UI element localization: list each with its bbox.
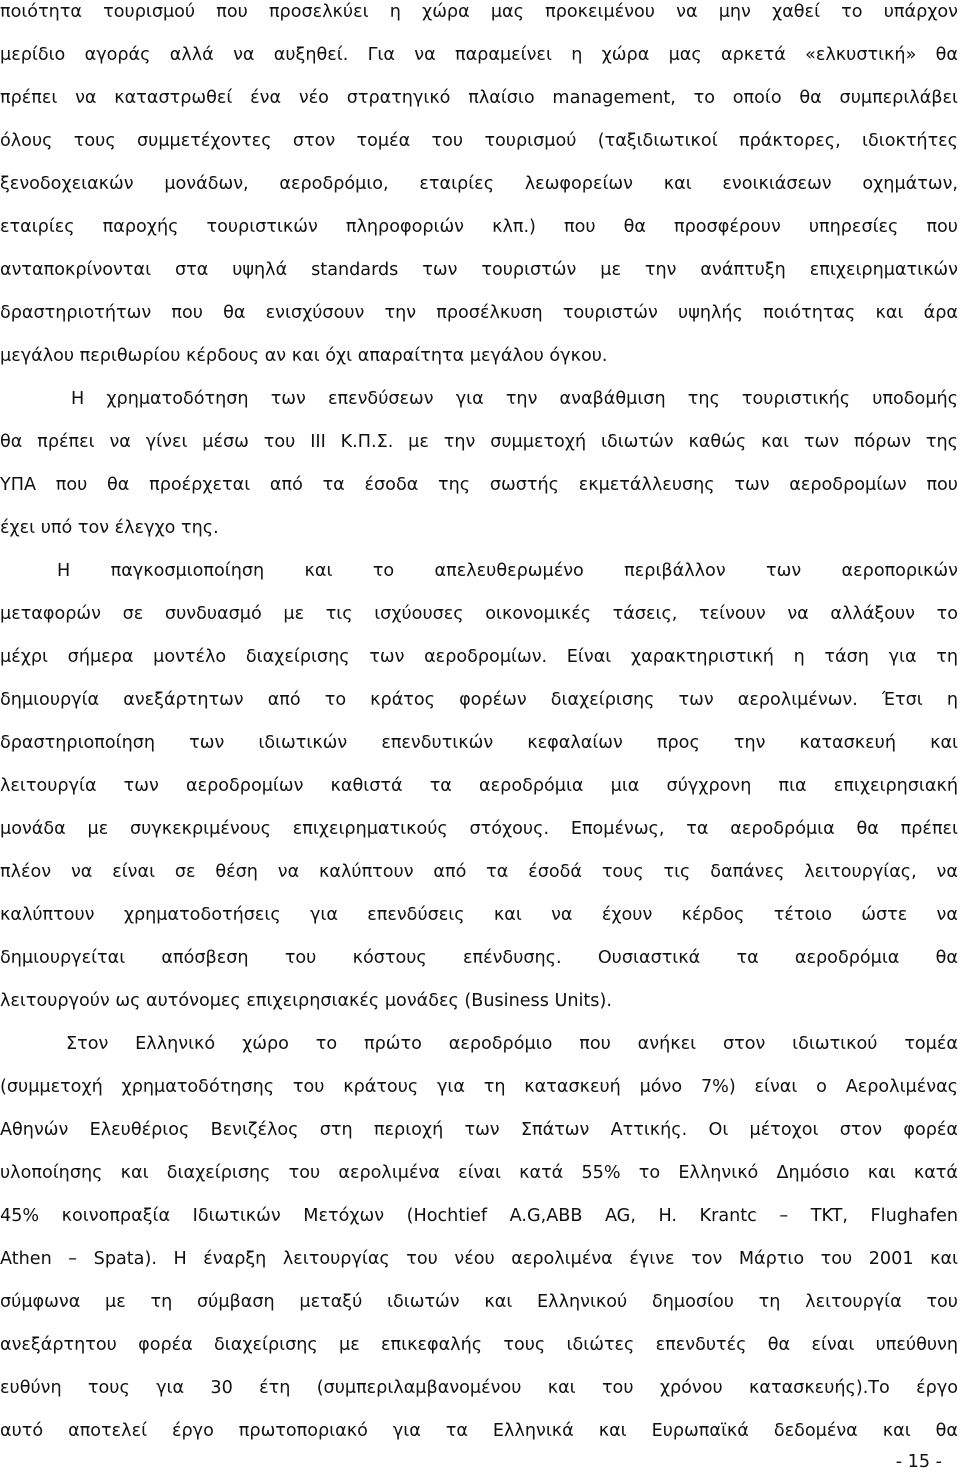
text-line: ξενοδοχειακών μονάδων, αεροδρόμιο, εταιρίες λεωφορείων και ενοικιάσεων οχημάτων, bbox=[0, 174, 958, 194]
text-line: ανταποκρίνονται στα υψηλά standards των τουριστών με την ανάπτυξη επιχειρηματικών bbox=[0, 260, 958, 280]
text-line: όλους τους συμμετέχοντες στον τομέα του τουρισμού (ταξιδιωτικοί πράκτορες, ιδιοκτήτες bbox=[0, 131, 958, 151]
text-line: υλοποίησης και διαχείρισης του αερολιμένα είναι κατά 55% το Ελληνικό Δημόσιο και κατά bbox=[0, 1163, 958, 1183]
text-line: ποιότητα τουρισμού που προσελκύει η χώρα μας προκειμένου να μην χαθεί το υπάρχον bbox=[0, 2, 958, 22]
text-line: μέχρι σήμερα μοντέλο διαχείρισης των αεροδρομίων. Είναι χαρακτηριστική η τάση για τη bbox=[0, 647, 958, 667]
page-number: - 15 - bbox=[895, 1452, 942, 1472]
text-line: ευθύνη τους για 30 έτη (συμπεριλαμβανομένου και του χρόνου κατασκευής).Το έργο bbox=[0, 1378, 958, 1398]
text-line: αυτό αποτελεί έργο πρωτοποριακό για τα Ελληνικά και Ευρωπαϊκά δεδομένα και θα bbox=[0, 1421, 958, 1441]
text-line: (συμμετοχή χρηματοδότησης του κράτους για τη κατασκευή μόνο 7%) είναι ο Αερολιμένας bbox=[0, 1077, 958, 1097]
text-line: δημιουργία ανεξάρτητων από το κράτος φορέων διαχείρισης των αερολιμένων. Έτσι η bbox=[0, 690, 958, 710]
text-line: δραστηριοποίηση των ιδιωτικών επενδυτικών κεφαλαίων προς την κατασκευή και bbox=[0, 733, 958, 753]
text-line: θα πρέπει να γίνει μέσω του ΙΙΙ Κ.Π.Σ. με την συμμετοχή ιδιωτών καθώς και των πόρων της bbox=[0, 432, 958, 452]
text-line: καλύπτουν χρηματοδοτήσεις για επενδύσεις και να έχουν κέρδος τέτοιο ώστε να bbox=[0, 905, 958, 925]
text-line: μεγάλου περιθωρίου κέρδους αν και όχι απαραίτητα μεγάλου όγκου. bbox=[0, 346, 608, 366]
text-line: ανεξάρτητου φορέα διαχείρισης με επικεφαλής τους ιδιώτες επενδυτές θα είναι υπεύθυνη bbox=[0, 1335, 958, 1355]
text-line: ΥΠΑ που θα προέρχεται από τα έσοδα της σωστής εκμετάλλευσης των αεροδρομίων που bbox=[0, 475, 958, 495]
text-line: εταιρίες παροχής τουριστικών πληροφοριών κλπ.) που θα προσφέρουν υπηρεσίες που bbox=[0, 217, 958, 237]
text-line: πλέον να είναι σε θέση να καλύπτουν από τα έσοδά τους τις δαπάνες λειτουργίας, να bbox=[0, 862, 958, 882]
text-line: Η παγκοσμιοποίηση και το απελευθερωμένο περιβάλλον των αεροπορικών bbox=[57, 561, 958, 581]
text-line: έχει υπό τον έλεγχο της. bbox=[0, 518, 219, 538]
text-line: πρέπει να καταστρωθεί ένα νέο στρατηγικό πλαίσιο management, το οποίο θα συμπεριλάβει bbox=[0, 88, 958, 108]
text-line: Στον Ελληνικό χώρο το πρώτο αεροδρόμιο που ανήκει στον ιδιωτικού τομέα bbox=[66, 1034, 958, 1054]
text-line: δραστηριοτήτων που θα ενισχύσουν την προσέλκυση τουριστών υψηλής ποιότητας και άρα bbox=[0, 303, 958, 323]
text-line: μερίδιο αγοράς αλλά να αυξηθεί. Για να παραμείνει η χώρα μας αρκετά «ελκυστική» θα bbox=[0, 45, 958, 65]
text-line: Αθηνών Ελευθέριος Βενιζέλος στη περιοχή των Σπάτων Αττικής. Οι μέτοχοι στον φορέα bbox=[0, 1120, 958, 1140]
text-line: Η χρηματοδότηση των επενδύσεων για την αναβάθμιση της τουριστικής υποδομής bbox=[71, 389, 958, 409]
text-line: μονάδα με συγκεκριμένους επιχειρηματικούς στόχους. Επομένως, τα αεροδρόμια θα πρέπει bbox=[0, 819, 958, 839]
text-line: δημιουργείται απόσβεση του κόστους επένδυσης. Ουσιαστικά τα αεροδρόμια θα bbox=[0, 948, 958, 968]
text-line: σύμφωνα με τη σύμβαση μεταξύ ιδιωτών και Ελληνικού δημοσίου τη λειτουργία του bbox=[0, 1292, 958, 1312]
text-line: λειτουργούν ως αυτόνομες επιχειρησιακές μονάδες (Business Units). bbox=[0, 991, 612, 1011]
text-line: λειτουργία των αεροδρομίων καθιστά τα αεροδρόμια μια σύγχρονη πια επιχειρησιακή bbox=[0, 776, 958, 796]
text-line: 45% κοινοπραξία Ιδιωτικών Μετόχων (Hochtief A.G,ABB AG, H. Krantc – TKT, Flughafen bbox=[0, 1206, 958, 1226]
text-line: μεταφορών σε συνδυασμό με τις ισχύουσες οικονομικές τάσεις, τείνουν να αλλάξουν το bbox=[0, 604, 958, 624]
text-line: Athen – Spata). Η έναρξη λειτουργίας του νέου αερολιμένα έγινε τον Μάρτιο του 2001 και bbox=[0, 1249, 958, 1269]
